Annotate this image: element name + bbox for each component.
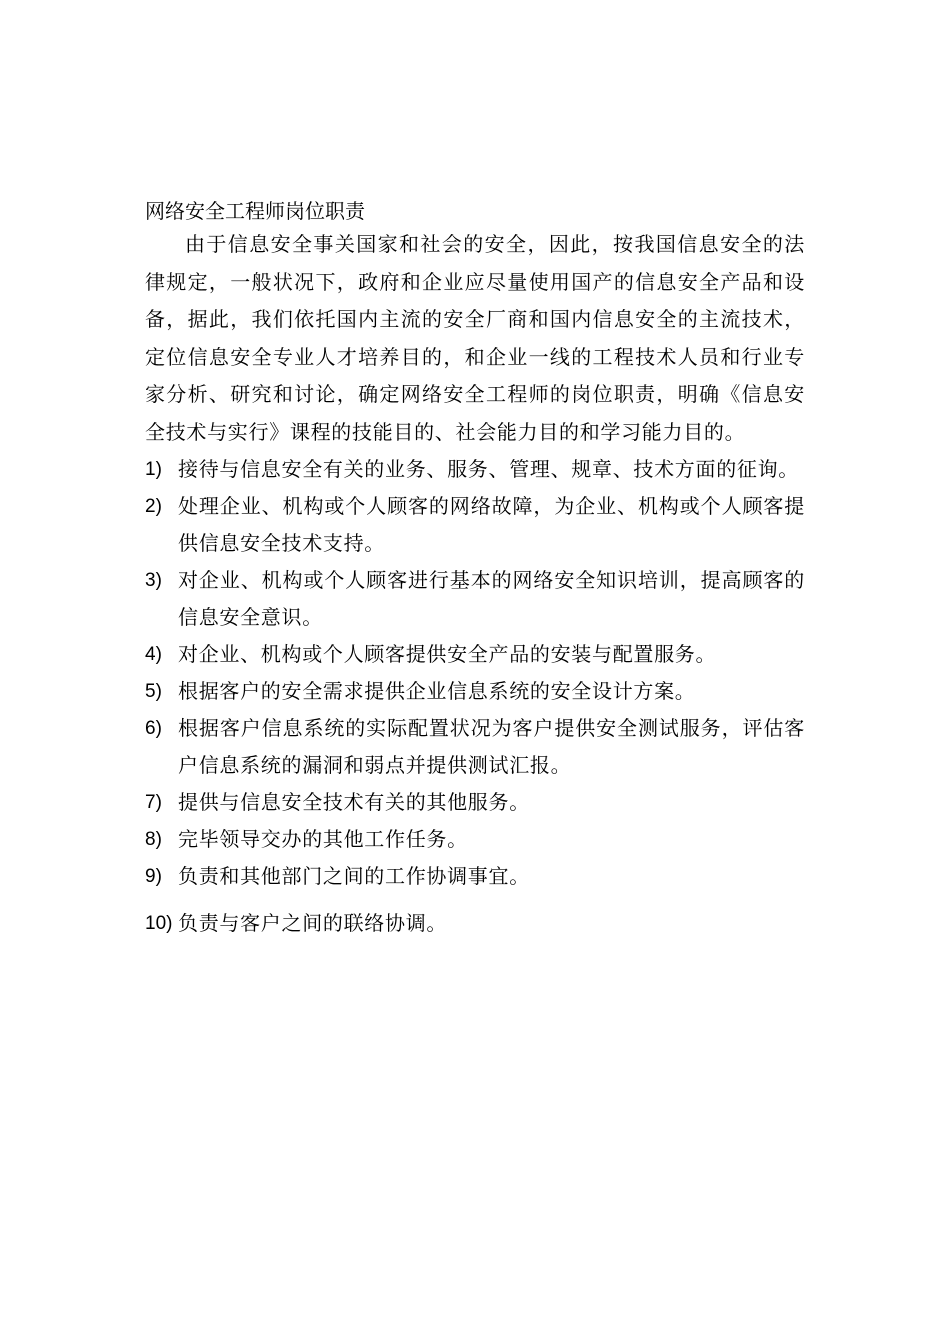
list-item-text: 根据客户信息系统的实际配置状况为客户提供安全测试服务，评估客户信息系统的漏洞和弱点并提供测试汇报。 <box>178 716 805 777</box>
list-item <box>145 562 805 636</box>
list-item <box>145 636 805 673</box>
list-item-text: 接待与信息安全有关的业务、服务、管理、规章、技术方面的征询。 <box>178 457 799 481</box>
list-item-text: 提供与信息安全技术有关的其他服务。 <box>178 790 530 814</box>
list-item-number: 6) <box>145 718 162 739</box>
list-item <box>145 673 805 710</box>
list-item-number: 2) <box>145 496 162 517</box>
list-item-number: 4) <box>145 644 162 665</box>
list-item-number: 9) <box>145 866 162 887</box>
list-item <box>145 451 805 488</box>
list-item <box>145 905 805 942</box>
list-item-number: 3) <box>145 570 162 591</box>
intro-paragraph: 由于信息安全事关国家和社会的安全，因此，按我国信息安全的法律规定，一般状况下，政府和企业应尽量使用国产的信息安全产品和设备，据此，我们依托国内主流的安全厂商和国内信息安全的主流技术，定位信息安全专业人才培养目的，和企业一线的工程技术人员和行业专家分析、研究和讨论，确定网络安全工程师的岗位职责，明确《信息安全技术与实行》课程的技能目的、社会能力目的和学习能力目的。 <box>145 232 805 444</box>
list-item <box>145 821 805 858</box>
list-item <box>145 858 805 895</box>
list-item-number: 10) <box>145 913 173 934</box>
list-item <box>145 488 805 562</box>
list-item-number: 8) <box>145 829 162 850</box>
list-item-text: 完毕领导交办的其他工作任务。 <box>178 827 468 851</box>
list-item-text: 处理企业、机构或个人顾客的网络故障，为企业、机构或个人顾客提供信息安全技术支持。 <box>178 494 805 555</box>
list-item-text: 对企业、机构或个人顾客进行基本的网络安全知识培训，提高顾客的信息安全意识。 <box>178 568 805 629</box>
list-item-text: 负责与客户之间的联络协调。 <box>178 911 448 935</box>
list-item <box>145 784 805 821</box>
list-item-number: 5) <box>145 681 162 702</box>
list-item <box>145 710 805 784</box>
list-item-text: 对企业、机构或个人顾客提供安全产品的安装与配置服务。 <box>178 642 717 666</box>
list-item-text: 负责和其他部门之间的工作协调事宜。 <box>178 864 530 888</box>
duties-list <box>145 451 805 942</box>
list-item-number: 7) <box>145 792 162 813</box>
list-item-number: 1) <box>145 459 162 480</box>
document-body <box>145 196 805 942</box>
list-item-text: 根据客户的安全需求提供企业信息系统的安全设计方案。 <box>178 679 696 703</box>
document-title: 网络安全工程师岗位职责 <box>145 199 365 223</box>
